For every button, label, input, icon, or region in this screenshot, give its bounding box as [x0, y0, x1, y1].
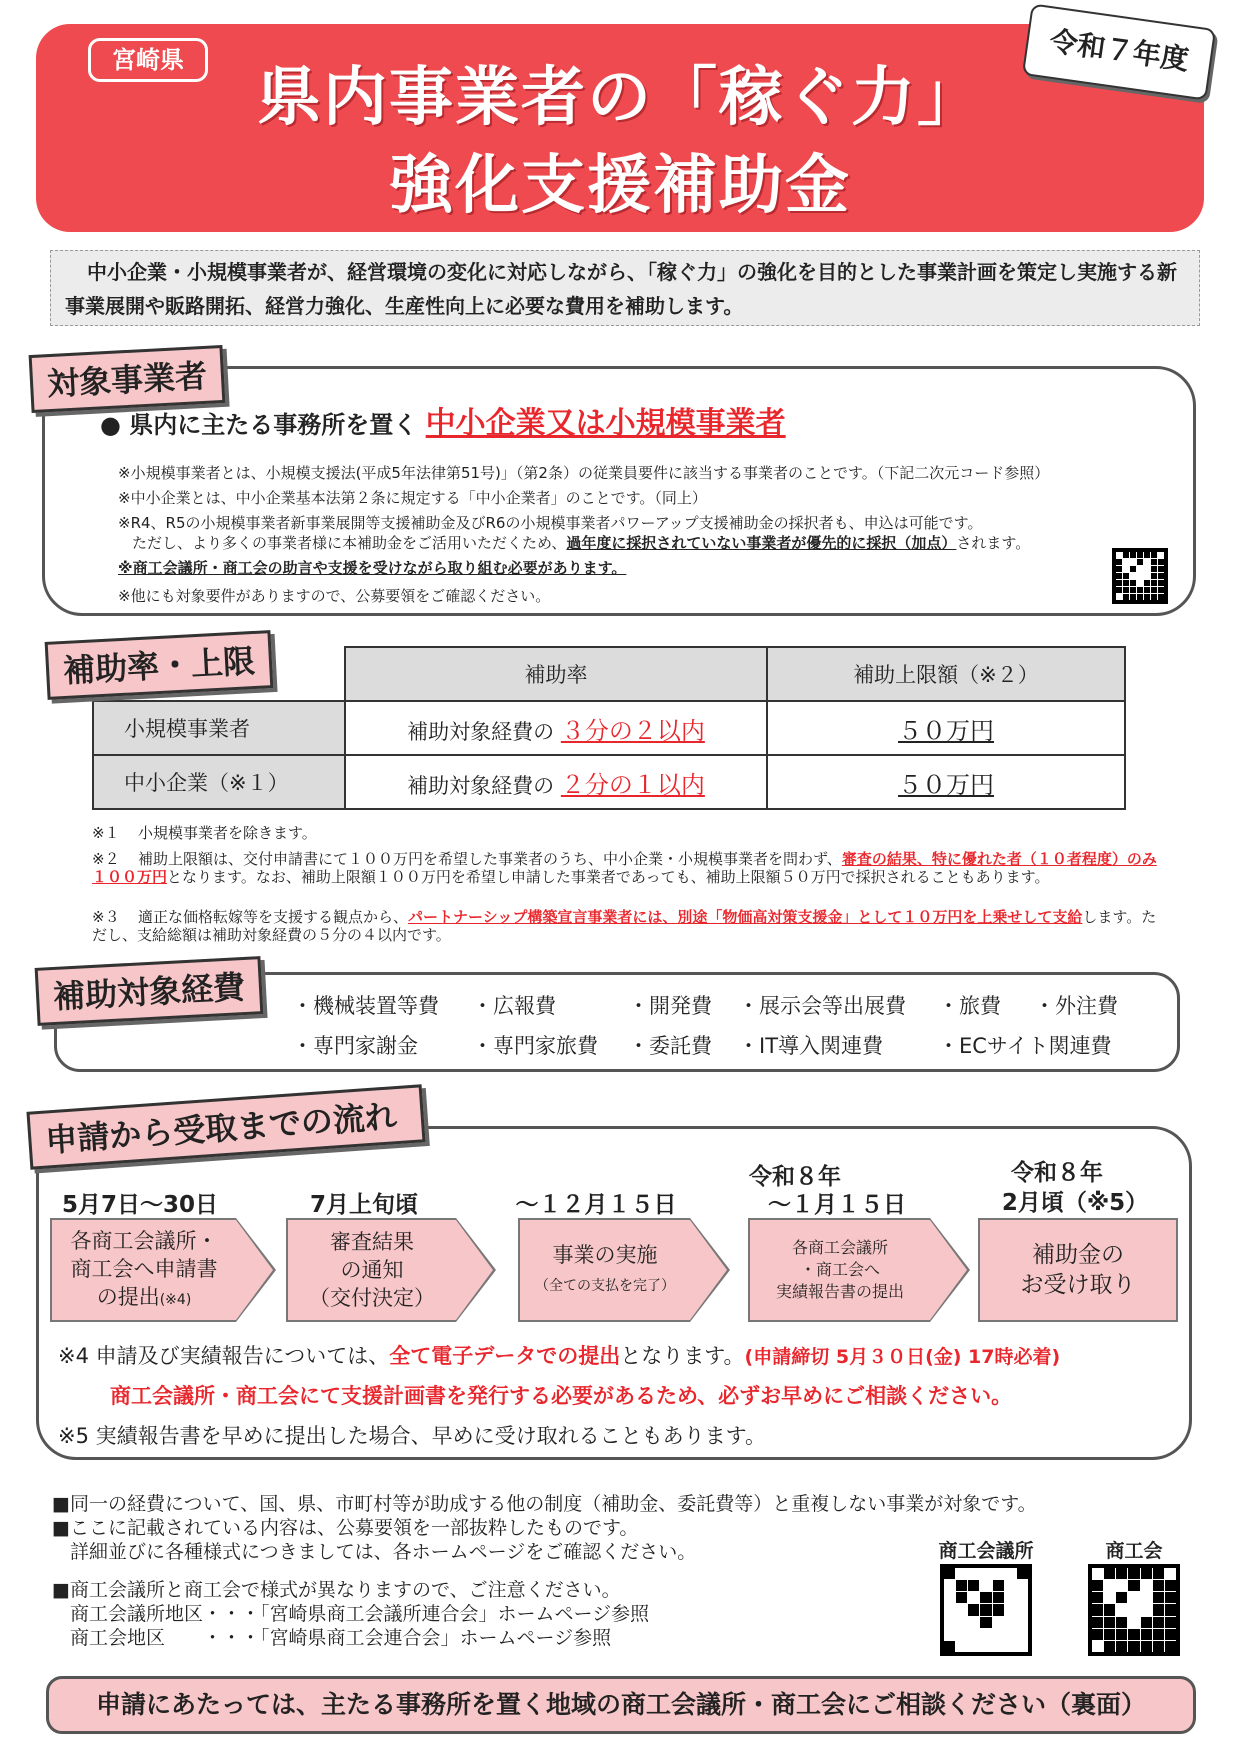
qr-module	[1158, 580, 1164, 586]
bottom-note-3b: 商工会議所地区・・・「宮崎県商工会議所連合会」ホームページ参照	[70, 1603, 650, 1625]
fn3-post: します。ただし、支給総額は補助対象経費の５分の４以内です。	[92, 908, 1157, 944]
step1-l2: 商工会へ申請書	[70, 1256, 218, 1281]
step4-l1: 各商工会議所	[791, 1238, 888, 1257]
note4-pre: ※4 申請及び実績報告については、	[58, 1344, 390, 1368]
qr-module	[1153, 1629, 1164, 1640]
qr-module	[1104, 1641, 1115, 1652]
qr-module	[968, 1592, 979, 1603]
qr-module	[1144, 559, 1150, 565]
qr-module	[1137, 580, 1143, 586]
qr-module	[1158, 573, 1164, 579]
qr-module	[1144, 552, 1150, 558]
rate-header-cap: 補助上限額（※２）	[767, 647, 1125, 701]
qr-module	[1153, 1617, 1164, 1628]
table-row	[93, 755, 1125, 809]
flow-date-5: 2月頃（※5）	[1001, 1190, 1149, 1216]
qr-module	[1130, 587, 1136, 593]
target-main-prefix: ● 県内に主たる事務所を置く	[100, 411, 418, 439]
qr-module	[944, 1629, 955, 1640]
qr-module	[1151, 566, 1157, 572]
rate-row-cap: ５０万円	[767, 701, 1125, 755]
page-title-line1: 県内事業者の「稼ぐ力」	[257, 61, 983, 135]
qr-module	[1151, 587, 1157, 593]
qr-module	[1165, 1641, 1176, 1652]
qr-module	[1104, 1568, 1115, 1579]
step2-l3: （交付決定）	[309, 1286, 435, 1310]
fn2-emphasis: 審査の結果、特に優れた者（１０者程度）のみ１００万円	[92, 850, 1157, 886]
qr-module	[1123, 594, 1129, 600]
qr-module	[1153, 1568, 1164, 1579]
fn3-emphasis: パートナーシップ構築宣言事業者には、別途「物価高対策支援金」として１０万円を上乗せして支給	[408, 908, 1083, 926]
qr-module	[1092, 1604, 1103, 1615]
qr-module	[968, 1568, 979, 1579]
qr-module	[1141, 1641, 1152, 1652]
rate-footnote-1	[92, 824, 317, 842]
qr-module	[1005, 1568, 1016, 1579]
qr-module	[1153, 1604, 1164, 1615]
qr-module	[968, 1617, 979, 1628]
qr-module	[1130, 594, 1136, 600]
expense-item: ・専門家旅費	[472, 1034, 598, 1058]
step5-l1: 補助金の	[1032, 1242, 1124, 1268]
qr-module	[1116, 587, 1122, 593]
arrow-fill	[236, 1220, 273, 1320]
expense-item: ・専門家謝金	[292, 1034, 418, 1058]
qr-module	[993, 1617, 1004, 1628]
qr-module	[1116, 594, 1122, 600]
step1-l1: 各商工会議所・	[70, 1228, 218, 1253]
qr-module	[1130, 580, 1136, 586]
expense-item: ・IT導入関連費	[738, 1034, 884, 1058]
qr-module	[1116, 1604, 1127, 1615]
target-note-3b	[132, 533, 1030, 553]
qr-module	[1123, 552, 1129, 558]
qr-module	[1141, 1580, 1152, 1591]
arrow-fill	[690, 1220, 727, 1320]
flow-step-4-body	[748, 1218, 930, 1322]
qr-module	[1130, 573, 1136, 579]
qr-module	[993, 1580, 1004, 1591]
qr-module	[1130, 552, 1136, 558]
qr-module	[1104, 1580, 1115, 1591]
flow-date-3: ～１２月１５日	[515, 1192, 677, 1218]
qr-module	[968, 1629, 979, 1640]
bottom-note-2: ■ここに記載されている内容は、公募要領を一部抜粋したものです。	[52, 1517, 639, 1539]
qr-module	[1128, 1580, 1139, 1591]
qr-module	[1092, 1580, 1103, 1591]
rate-row-rate	[345, 755, 767, 809]
qr-module	[1137, 573, 1143, 579]
flow-step-1-body	[50, 1218, 236, 1322]
qr-code-icon[interactable]	[1088, 1564, 1180, 1656]
qr-module	[1144, 580, 1150, 586]
arrow-fill	[456, 1220, 493, 1320]
qr-module	[1116, 1568, 1127, 1579]
qr-module	[1141, 1629, 1152, 1640]
qr-module	[1092, 1592, 1103, 1603]
year-badge: 令和７年度	[1022, 3, 1216, 100]
rate-row-label: 小規模事業者	[93, 701, 345, 755]
expense-item: ・ECサイト関連費	[938, 1034, 1112, 1058]
rate-row-cap: ５０万円	[767, 755, 1125, 809]
target-note-3: ※R4、R5の小規模事業者新事業展開等支援補助金及びR6の小規模事業者パワーアップ支援補助金の採択者も、申込は可能です。	[118, 514, 983, 532]
qr-module	[980, 1592, 991, 1603]
qr-module	[1141, 1604, 1152, 1615]
qr-module	[1151, 559, 1157, 565]
qr-module	[1144, 594, 1150, 600]
note4-mid: となります。	[620, 1344, 745, 1368]
qr-module	[1158, 566, 1164, 572]
qr-module	[1137, 559, 1143, 565]
step1-l3: の提出	[96, 1284, 160, 1309]
qr-module	[956, 1617, 967, 1628]
qr-module	[968, 1604, 979, 1615]
qr-module	[980, 1604, 991, 1615]
qr-module	[1017, 1604, 1028, 1615]
qr-module	[1153, 1641, 1164, 1652]
qr-module	[1158, 587, 1164, 593]
qr-module	[1137, 566, 1143, 572]
qr-module	[1104, 1629, 1115, 1640]
qr-module	[980, 1641, 991, 1652]
flow-date-4: ～１月１５日	[768, 1192, 906, 1218]
qr-module	[1092, 1629, 1103, 1640]
rate-row-label: 中小企業（※１）	[93, 755, 345, 809]
qr-module	[1130, 559, 1136, 565]
qr-module	[956, 1641, 967, 1652]
expense-item: ・旅費	[938, 994, 1001, 1018]
qr-module	[1104, 1617, 1115, 1628]
qr-module	[1151, 580, 1157, 586]
qr-module	[1123, 580, 1129, 586]
fn2-post: となります。なお、補助上限額１００万円を希望し申請した事業者であっても、補助上限額５０万円で採択されることもあります。	[167, 868, 1050, 886]
qr-module	[1128, 1629, 1139, 1640]
rate-tag: 補助率・上限	[45, 630, 274, 700]
note3b-emphasis: 過年度に採択されていない事業者が優先的に採択（加点）	[566, 534, 957, 552]
qr-module	[1123, 559, 1129, 565]
qr-module	[956, 1568, 967, 1579]
step1-l3-small: (※4)	[159, 1291, 192, 1308]
qr-module	[1005, 1629, 1016, 1640]
qr-module	[944, 1604, 955, 1615]
step2-l1: 審査結果	[330, 1230, 414, 1254]
qr-module	[1165, 1580, 1176, 1591]
qr-module	[944, 1568, 955, 1579]
step4-l3: 実績報告書の提出	[775, 1282, 904, 1301]
qr-module	[993, 1604, 1004, 1615]
qr-module	[1116, 1592, 1127, 1603]
rate-value: ３分の２以内	[560, 716, 705, 745]
qr-module	[1137, 552, 1143, 558]
expense-item: ・広報費	[472, 994, 556, 1018]
qr-module	[1123, 566, 1129, 572]
qr-module	[1017, 1617, 1028, 1628]
qr-module	[1165, 1629, 1176, 1640]
qr-module	[1092, 1641, 1103, 1652]
qr-module	[944, 1580, 955, 1591]
qr-module	[1116, 580, 1122, 586]
qr-module	[1005, 1580, 1016, 1591]
target-main-highlight: 中小企業又は小規模事業者	[425, 406, 786, 441]
rate-footnote-2	[92, 850, 1162, 886]
qr-module	[1144, 573, 1150, 579]
qr-module	[1017, 1641, 1028, 1652]
expense-item: ・機械装置等費	[292, 994, 439, 1018]
qr-module	[968, 1641, 979, 1652]
target-main	[100, 398, 786, 442]
table-row	[93, 701, 1125, 755]
note3b-post: されます。	[956, 534, 1031, 552]
qr-module	[1005, 1641, 1016, 1652]
qr-module	[1116, 1629, 1127, 1640]
qr-code-icon[interactable]	[940, 1564, 1032, 1656]
rate-footnote-3	[92, 908, 1162, 944]
qr-module	[1158, 559, 1164, 565]
step3-l1: 事業の実施	[552, 1242, 658, 1267]
expense-item: ・外注費	[1034, 994, 1118, 1018]
qr-module	[1116, 1617, 1127, 1628]
rate-prefix: 補助対象経費の	[407, 719, 555, 744]
intro-text: 中小企業・小規模事業者が、経営環境の変化に対応しながら、「稼ぐ力」の強化を目的とした事業計画を策定し実施する新事業展開や販路開拓、経営力強化、生産性向上に必要な費用を補助します。	[50, 250, 1200, 326]
target-note-1: ※小規模事業者とは、小規模支援法(平成5年法律第51号)」（第2条）の従業員要件に該当する事業者のことです。（下記二次元コード参照）	[118, 464, 1050, 482]
rate-value: ２分の１以内	[560, 770, 705, 799]
note4-deadline: (申請締切 5月３０日(金) 17時必着)	[744, 1346, 1061, 1368]
flow-note-4	[58, 1340, 1060, 1370]
qr-module	[1144, 566, 1150, 572]
qr-module	[980, 1629, 991, 1640]
qr-module	[1005, 1592, 1016, 1603]
step3-l2: （全ての支払を完了）	[535, 1277, 675, 1294]
qr-label-chamber: 商工会議所	[938, 1540, 1034, 1562]
flow-date-1: 5月7日～30日	[61, 1192, 218, 1218]
target-note-2: ※中小企業とは、中小企業基本法第２条に規定する「中小企業者」のことです。（同上）	[118, 489, 707, 507]
qr-module	[1137, 587, 1143, 593]
expense-item: ・展示会等出展費	[738, 994, 906, 1018]
flow-note-4-line2: 商工会議所・商工会にて支援計画書を発行する必要があるため、必ずお早めにご相談ください。	[110, 1384, 1013, 1408]
qr-module	[1153, 1580, 1164, 1591]
step4-l2: ・商工会へ	[799, 1260, 880, 1279]
qr-module	[1151, 552, 1157, 558]
qr-module	[993, 1568, 1004, 1579]
step5-l2: お受け取り	[1020, 1272, 1136, 1298]
qr-module	[1116, 552, 1122, 558]
qr-module	[1104, 1592, 1115, 1603]
qr-module	[956, 1604, 967, 1615]
expenses-tag: 補助対象経費	[35, 956, 264, 1026]
qr-module	[1144, 587, 1150, 593]
qr-module	[1151, 573, 1157, 579]
rate-prefix: 補助対象経費の	[407, 773, 555, 798]
qr-module	[1116, 566, 1122, 572]
qr-module	[944, 1592, 955, 1603]
qr-module	[1151, 594, 1157, 600]
qr-module	[1116, 1641, 1127, 1652]
qr-module	[993, 1641, 1004, 1652]
flow-step-5	[978, 1218, 1178, 1322]
fn1-text: 小規模事業者を除きます。	[138, 824, 317, 842]
qr-module	[1092, 1568, 1103, 1579]
arrow-fill	[930, 1220, 967, 1320]
qr-module	[993, 1592, 1004, 1603]
fn2-key: ※２	[92, 850, 120, 868]
qr-module	[1005, 1604, 1016, 1615]
qr-module	[1116, 1580, 1127, 1591]
qr-module	[968, 1580, 979, 1591]
qr-module	[944, 1641, 955, 1652]
qr-module	[1017, 1629, 1028, 1640]
fn1-key: ※１	[92, 824, 120, 842]
qr-module	[1165, 1617, 1176, 1628]
qr-module	[956, 1629, 967, 1640]
target-note-5: ※他にも対象要件がありますので、公募要領をご確認ください。	[118, 587, 551, 605]
qr-module	[1130, 566, 1136, 572]
qr-module	[1104, 1604, 1115, 1615]
qr-label-association: 商工会	[1105, 1540, 1163, 1562]
target-tag: 対象事業者	[29, 345, 226, 413]
qr-module	[1123, 587, 1129, 593]
qr-module	[1141, 1592, 1152, 1603]
qr-code-icon[interactable]	[1112, 548, 1168, 604]
flow-tag: 申請から受取までの流れ	[26, 1084, 425, 1169]
qr-module	[1165, 1592, 1176, 1603]
footer-banner: 申請にあたっては、主たる事務所を置く地域の商工会議所・商工会にご相談ください（裏面）	[46, 1676, 1196, 1734]
qr-module	[1128, 1568, 1139, 1579]
bottom-note-1: ■同一の経費について、国、県、市町村等が助成する他の制度（補助金、委託費等）と重複しない事業が対象です。	[52, 1493, 1037, 1515]
flow-date-5-year: 令和８年	[1011, 1160, 1103, 1186]
qr-module	[1158, 594, 1164, 600]
step2-l2: の通知	[340, 1258, 404, 1282]
qr-module	[1092, 1617, 1103, 1628]
qr-module	[1128, 1617, 1139, 1628]
qr-module	[1116, 573, 1122, 579]
bottom-note-3c: 商工会地区 ・・・「宮崎県商工会連合会」ホームページ参照	[70, 1627, 612, 1649]
bottom-note-3: ■商工会議所と商工会で様式が異なりますので、ご注意ください。	[52, 1579, 621, 1601]
prefecture-label: 宮崎県	[88, 38, 208, 82]
qr-module	[1116, 559, 1122, 565]
qr-module	[993, 1629, 1004, 1640]
flow-date-2: 7月上旬頃	[309, 1192, 418, 1218]
bottom-note-2b: 詳細並びに各種様式につきましては、各ホームページをご確認ください。	[70, 1541, 697, 1563]
qr-module	[956, 1580, 967, 1591]
expense-item: ・委託費	[628, 1034, 712, 1058]
target-note-4: ※商工会議所・商工会の助言や支援を受けながら取り組む必要があります。	[118, 559, 627, 577]
qr-module	[1165, 1604, 1176, 1615]
qr-module	[980, 1580, 991, 1591]
qr-module	[1017, 1568, 1028, 1579]
qr-module	[1128, 1604, 1139, 1615]
qr-module	[956, 1592, 967, 1603]
qr-module	[1017, 1592, 1028, 1603]
qr-module	[1137, 594, 1143, 600]
qr-module	[1165, 1568, 1176, 1579]
qr-module	[1017, 1580, 1028, 1591]
flow-note-5: ※5 実績報告書を早めに提出した場合、早めに受け取れることもあります。	[58, 1424, 766, 1448]
qr-module	[1005, 1617, 1016, 1628]
qr-module	[1158, 552, 1164, 558]
qr-module	[1128, 1641, 1139, 1652]
qr-module	[944, 1617, 955, 1628]
qr-module	[980, 1617, 991, 1628]
rate-header-rate: 補助率	[345, 647, 767, 701]
fn3-pre: 適正な価格転嫁等を支援する観点から、	[138, 908, 409, 926]
fn2-pre: 補助上限額は、交付申請書にて１００万円を希望した事業者のうち、中小企業・小規模事業者を問わず、	[138, 850, 842, 868]
qr-module	[980, 1568, 991, 1579]
qr-module	[1128, 1592, 1139, 1603]
expense-item: ・開発費	[628, 994, 712, 1018]
qr-module	[1141, 1568, 1152, 1579]
flow-date-4-year: 令和８年	[749, 1164, 841, 1190]
note3b-pre: ただし、より多くの事業者様に本補助金をご活用いただくため、	[132, 534, 567, 552]
qr-module	[1141, 1617, 1152, 1628]
flow-step-2-body	[286, 1218, 456, 1322]
flow-step-3-body	[518, 1218, 690, 1322]
fn3-key: ※３	[92, 908, 120, 926]
rate-row-rate	[345, 701, 767, 755]
qr-module	[1153, 1592, 1164, 1603]
note4-emphasis: 全て電子データでの提出	[389, 1344, 621, 1368]
qr-module	[1123, 573, 1129, 579]
page-title-line2: 強化支援補助金	[389, 149, 851, 223]
